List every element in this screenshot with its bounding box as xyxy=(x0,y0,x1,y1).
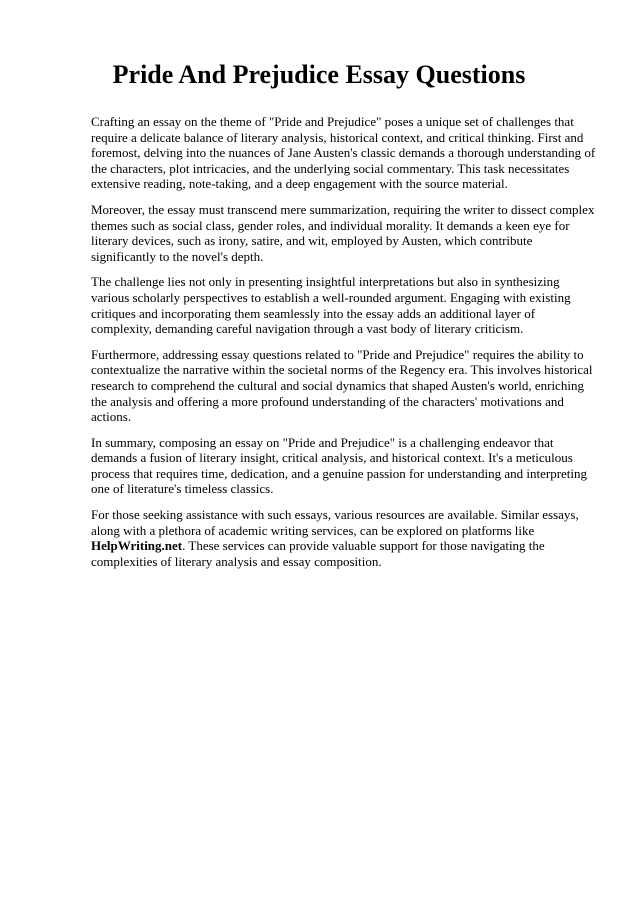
paragraph-6-text-after: . These services can provide valuable support for those navigating the complexities of literary analysis and essay composition. xyxy=(91,538,545,569)
paragraph-6 xyxy=(91,507,599,569)
paragraph-3: The challenge lies not only in presenting insightful interpretations but also in synthesizing various scholarly perspectives to establish a well-rounded argument. Engaging with existing critiques and incorporating them seamlessly into the essay adds an additional layer of complexity, demanding careful navigation through a vast body of literary criticism. xyxy=(91,274,571,337)
paragraph-5: In summary, composing an essay on "Pride and Prejudice" is a challenging endeavor that demands a fusion of literary insight, critical analysis, and historical context. It's a meticulous process that requires time, dedication, and a genuine passion for understanding and interpreting one of literature's timeless classics. xyxy=(91,434,588,497)
helpwriting-link[interactable]: HelpWriting.net xyxy=(91,538,183,554)
document-body xyxy=(91,114,599,569)
paragraph-4: Furthermore, addressing essay questions related to "Pride and Prejudice" requires the ability to contextualize the narrative within the societal norms of the Regency era. This involves historical research to comprehend the cultural and social dynamics that shaped Austen's world, enriching the analysis and offering a more profound understanding of the characters' motivations and actions. xyxy=(91,346,593,425)
paragraph-1: Crafting an essay on the theme of "Pride and Prejudice" poses a unique set of challenges that require a delicate balance of literary analysis, historical context, and critical thinking. First and foremost, delving into the nuances of Jane Austen's classic demands a thorough understanding of the characters, plot intricacies, and the underlying social commentary. This task necessitates extensive reading, note-taking, and a deep engagement with the source material. xyxy=(91,114,596,192)
paragraph-2: Moreover, the essay must transcend mere summarization, requiring the writer to dissect complex themes such as social class, gender roles, and individual morality. It demands a keen eye for literary devices, such as irony, satire, and wit, employed by Austen, which contribute significantly to the novel's depth. xyxy=(91,201,595,264)
paragraph-6-text-before: For those seeking assistance with such essays, various resources are available. Similar essays, along with a plethora of academic writing services, can be explored on platforms like xyxy=(91,507,579,538)
document-title: Pride And Prejudice Essay Questions xyxy=(112,60,526,89)
